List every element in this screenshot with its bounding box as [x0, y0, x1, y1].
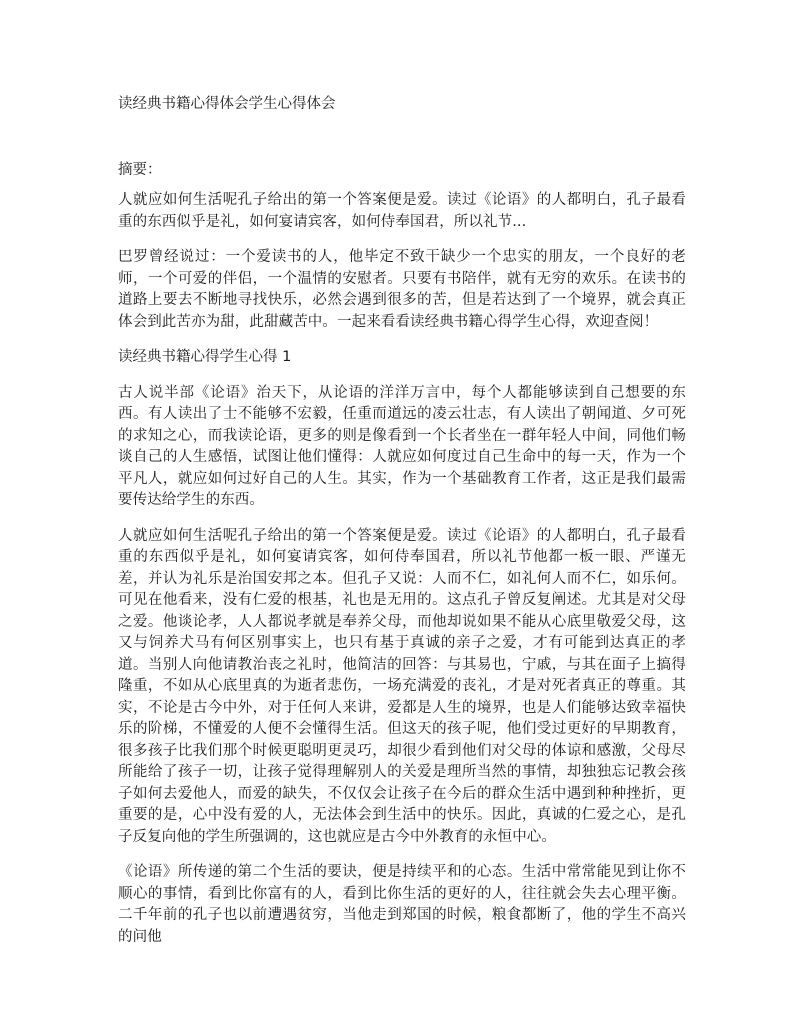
abstract-paragraph-2: 巴罗曾经说过：一个爱读书的人，他毕定不致干缺少一个忠实的朋友，一个良好的老师，一个可爱的伴侣，一个温情的安慰者。只要有书陪伴，就有无穷的欢乐。在读书的道路上要去不断地寻找快乐，必然会遇到很多的苦，但是若达到了一个境界，就会真正体会到此苦亦为甜，此甜藏苦中。一起来看看读经典书籍心得学生心得，欢迎查阅！	[118, 249, 686, 330]
abstract-paragraph-1: 人就应如何生活呢孔子给出的第一个答案便是爱。读过《论语》的人都明白，孔子最看重的东西似乎是礼，如何宴请宾客，如何侍奉国君，所以礼节...	[118, 192, 686, 230]
section-paragraph-1: 古人说半部《论语》治天下，从论语的洋洋万言中，每个人都能够读到自己想要的东西。有人读出了士不能够不宏毅，任重而道远的凌云壮志，有人读出了朝闻道、夕可死的求知之心，而我读论语，更多的则是像看到一个长者坐在一群年轻人中间，同他们畅谈自己的人生感悟，试图让他们懂得：人就应如何度过自己生命中的每一天，作为一个平凡人，就应如何过好自己的人生。其实，作为一个基础教育工作者，这正是我们最需要传达给学生的东西。	[118, 384, 686, 508]
document-title: 读经典书籍心得体会学生心得体会	[118, 96, 336, 112]
section-heading: 读经典书籍心得学生心得 1	[118, 349, 292, 365]
abstract-label: 摘要：	[118, 162, 162, 178]
section-paragraph-3: 《论语》所传递的第二个生活的要诀，便是持续平和的心态。生活中常常能见到让你不顺心的事情，看到比你富有的人，看到比你生活的更好的人，往往就会失去心理平衡。二千年前的孔子也以前遭遇贫穷，当他走到郑国的时候，粮食都断了，他的学生不高兴的问他	[118, 864, 686, 945]
section-paragraph-2: 人就应如何生活呢孔子给出的第一个答案便是爱。读过《论语》的人都明白，孔子最看重的东西似乎是礼，如何宴请宾客，如何侍奉国君，所以礼节他都一板一眼、严谨无差，并认为礼乐是治国安邦之本。但孔子又说：人而不仁，如礼何人而不仁，如乐何。可见在他看来，没有仁爱的根基，礼也是无用的。这点孔子曾反复阐述。尤其是对父母之爱。他谈论孝，人人都说孝就是奉养父母，而他却说如果不能从心底里敬爱父母，这又与饲养犬马有何区别事实上，也只有基于真诚的亲子之爱，才有可能到达真正的孝道。当别人向他请教治丧之礼时，他简洁的回答：与其易也，宁戚，与其在面子上搞得隆重，不如从心底里真的为逝者悲伤，一场充满爱的丧礼，才是对死者真正的尊重。其实，不论是古今中外，对于任何人来讲，爱都是人生的境界，也是人们能够达致幸福快乐的阶梯，不懂爱的人便不会懂得生活。但这天的孩子呢，他们受过更好的早期教育，很多孩子比我们那个时候更聪明更灵巧，却很少看到他们对父母的体谅和感激，父母尽所能给了孩子一切，让孩子觉得理解别人的关爱是理所当然的事情，却独独忘记教会孩子如何去爱他人，而爱的缺失，不仅仅会让孩子在今后的群众生活中遇到种种挫折，更重要的是，心中没有爱的人，无法体会到生活中的快乐。因此，真诚的仁爱之心，是孔子反复向他的学生所强调的，这也就应是古今中外教育的永恒中心。	[118, 527, 686, 845]
document-body	[118, 190, 686, 962]
